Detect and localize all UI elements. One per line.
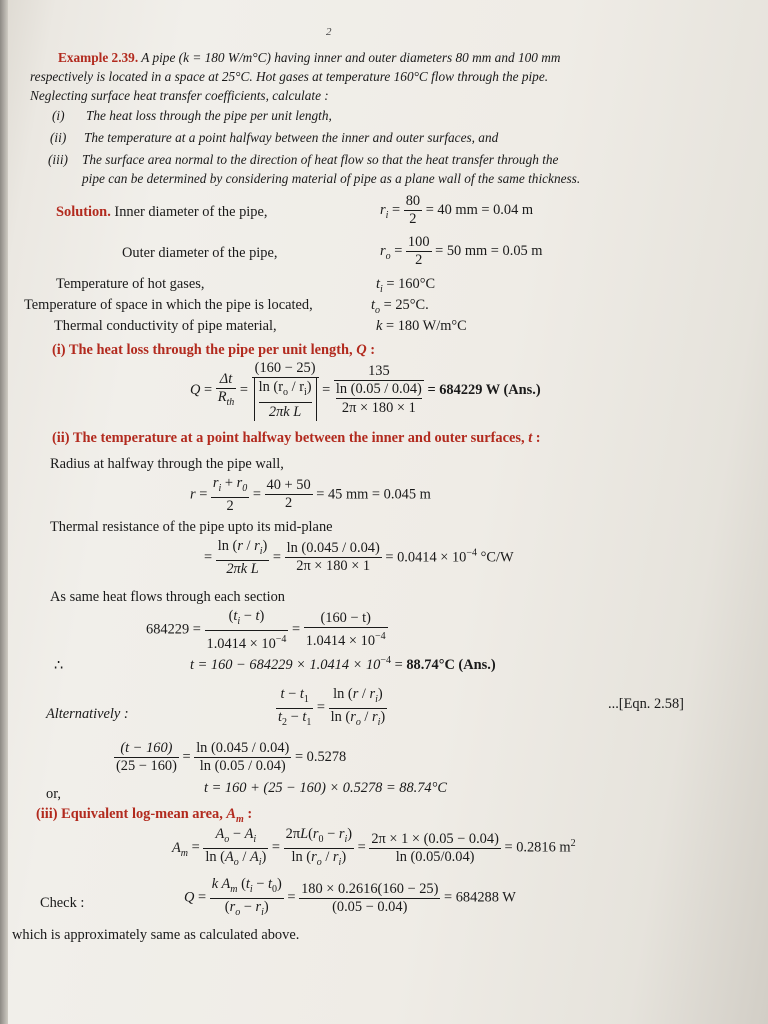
part-i-answer: = 684229 W (Ans.) [427,381,541,398]
example-line-last: pipe can be determined by considering material of pipe as a plane wall of the same thickness. [82,171,581,186]
temperature-result: $t = 160 - 684229 \times 1.0414 \times 10^{-4} = 88.74^\circ C$ (Ans.) [190,655,496,673]
part-iii-heading: (iii) Equivalent log-mean area, $A_m$ : [36,806,253,825]
hot-gas-value: $t_i = 160^\circ C$ [376,276,436,295]
equation-reference: ...[Eqn. 2.58] [608,696,684,712]
outer-radius-equation: $r_o$ = $\frac{100}{2}$ = 50 mm = 0.05 m [380,234,543,268]
closing-sentence: which is approximately same as calculated above. [12,927,300,943]
example-part-i: (i) The heat loss through the pipe per unit length, [52,108,332,123]
example-line-3: Neglecting surface heat transfer coefficients, calculate : [30,88,329,103]
example-label: Example 2.39. [58,50,139,65]
mid-plane-resistance-label: Thermal resistance of the pipe upto its mid-plane [50,519,333,535]
page-number: 2 [326,26,332,38]
example-line-2: respectively is located in a space at 25°C. Hot gases at temperature 160°C flow through the pipe. [30,69,549,84]
part-number: (ii) [50,130,67,145]
space-temp-label: Temperature of space in which the pipe is located, [24,297,313,313]
example-part-ii: (ii) The temperature at a point halfway between the inner and outer surfaces, and [50,130,499,145]
space-temp-value: $t_o = 25^\circ C$. [371,297,429,316]
log-mean-area-equation: $A_m$ = $\frac{A_o - A_i}{\ln (A_o / A_i)}$ = $\frac{2\pi L(r_0 - r_i)}{\ln (r_o / r_i)}$ = $\frac{2\pi \times 1 \times (0.05 - 0.04)}{\ln (0.05/0.04)}$ = 0.2816 $m^2$ [172,826,576,868]
part-i-heading: (i) The heat loss through the pipe per unit length, Q : [52,342,376,358]
radius-halfway-label: Radius at halfway through the pipe wall, [50,456,284,472]
alternatively-label: Alternatively : [46,706,129,722]
therefore-symbol: ∴ [54,658,64,674]
same-heat-label: As same heat flows through each section [50,589,285,605]
heat-flow-equation: 684229 = $\frac{(t_i - t)}{1.0414 \times 10^{-4}}$ = $\frac{(160 - t)}{1.0414 \times 10^{-4}}$ [146,608,386,652]
solution-inner-row: Solution. Inner diameter of the pipe, [56,204,268,220]
alternative-equation: $\frac{t - t_1}{t_2 - t_1}$ = $\frac{\ln (r / r_i)}{\ln (r_o / r_i)}$ [278,686,386,728]
alternative-result: t = 160 + (25 − 160) × 0.5278 = 88.74°C [204,780,447,796]
solution-label: Solution. [56,204,111,220]
hot-gas-label: Temperature of hot gases, [56,276,205,292]
halfway-radius-equation: r = $\frac{r_i + r_0}{2}$ = $\frac{40 + 50}{2}$ = 45 mm = 0.045 m [190,475,431,514]
conductivity-value: k = 180 W/m°C [376,318,467,334]
example-line-1: Example 2.39. A pipe (k = 180 W/m°C) having inner and outer diameters 80 mm and 100 mm [58,50,561,65]
conductivity-label: Thermal conductivity of pipe material, [54,318,277,334]
example-part-iii: (iii) The surface area normal to the direction of heat flow so that the heat transfer through the [48,152,559,167]
part-i-equation: Q = $\frac{\Delta t}{R_{th}}$ = $\frac{(160 - 25)}{\frac{\ln (r_o / r_i)}{\text{2πk L}}}$ = 135 ln (0.05 / 0.04) 2π × 180 × 1 = 684229 W (Ans.) [190,360,541,420]
outer-diameter-label: Outer diameter of the pipe, [122,245,278,261]
inner-radius-equation: $r_i$ = $\frac{80}{2}$ = 40 mm = 0.04 m [380,193,534,227]
or-label: or, [46,786,62,802]
alternative-substitution: $\frac{(t - 160)}{(25 - 160)}$ = $\frac{\ln (0.045 / 0.04)}{\ln (0.05 / 0.04)}$ = 0.5278 [116,740,347,774]
check-equation: Q = $\frac{k A_m (t_i - t_0)}{(r_o - r_i)}$ = $\frac{180 \times 0.2616(160 - 25)}{(0.05 - 0.04)}$ = 684288 W [184,876,516,918]
book-spine-shadow [0,0,8,1024]
part-ii-answer: 88.74°C (Ans.) [406,656,496,673]
part-ii-heading: (ii) The temperature at a point halfway between the inner and outer surfaces, t : [52,430,541,446]
part-number: (i) [52,108,65,123]
part-number: (iii) [48,152,68,167]
check-label: Check : [40,895,85,911]
mid-plane-resistance-equation: = $\frac{\ln (r / r_i)}{\text{2πk L}}$ = $\frac{\ln (0.045 / 0.04)}{2\pi \times 180 \times 1}$ = $0.0414 \times 10^{-4}$ °C/W [204,538,514,577]
